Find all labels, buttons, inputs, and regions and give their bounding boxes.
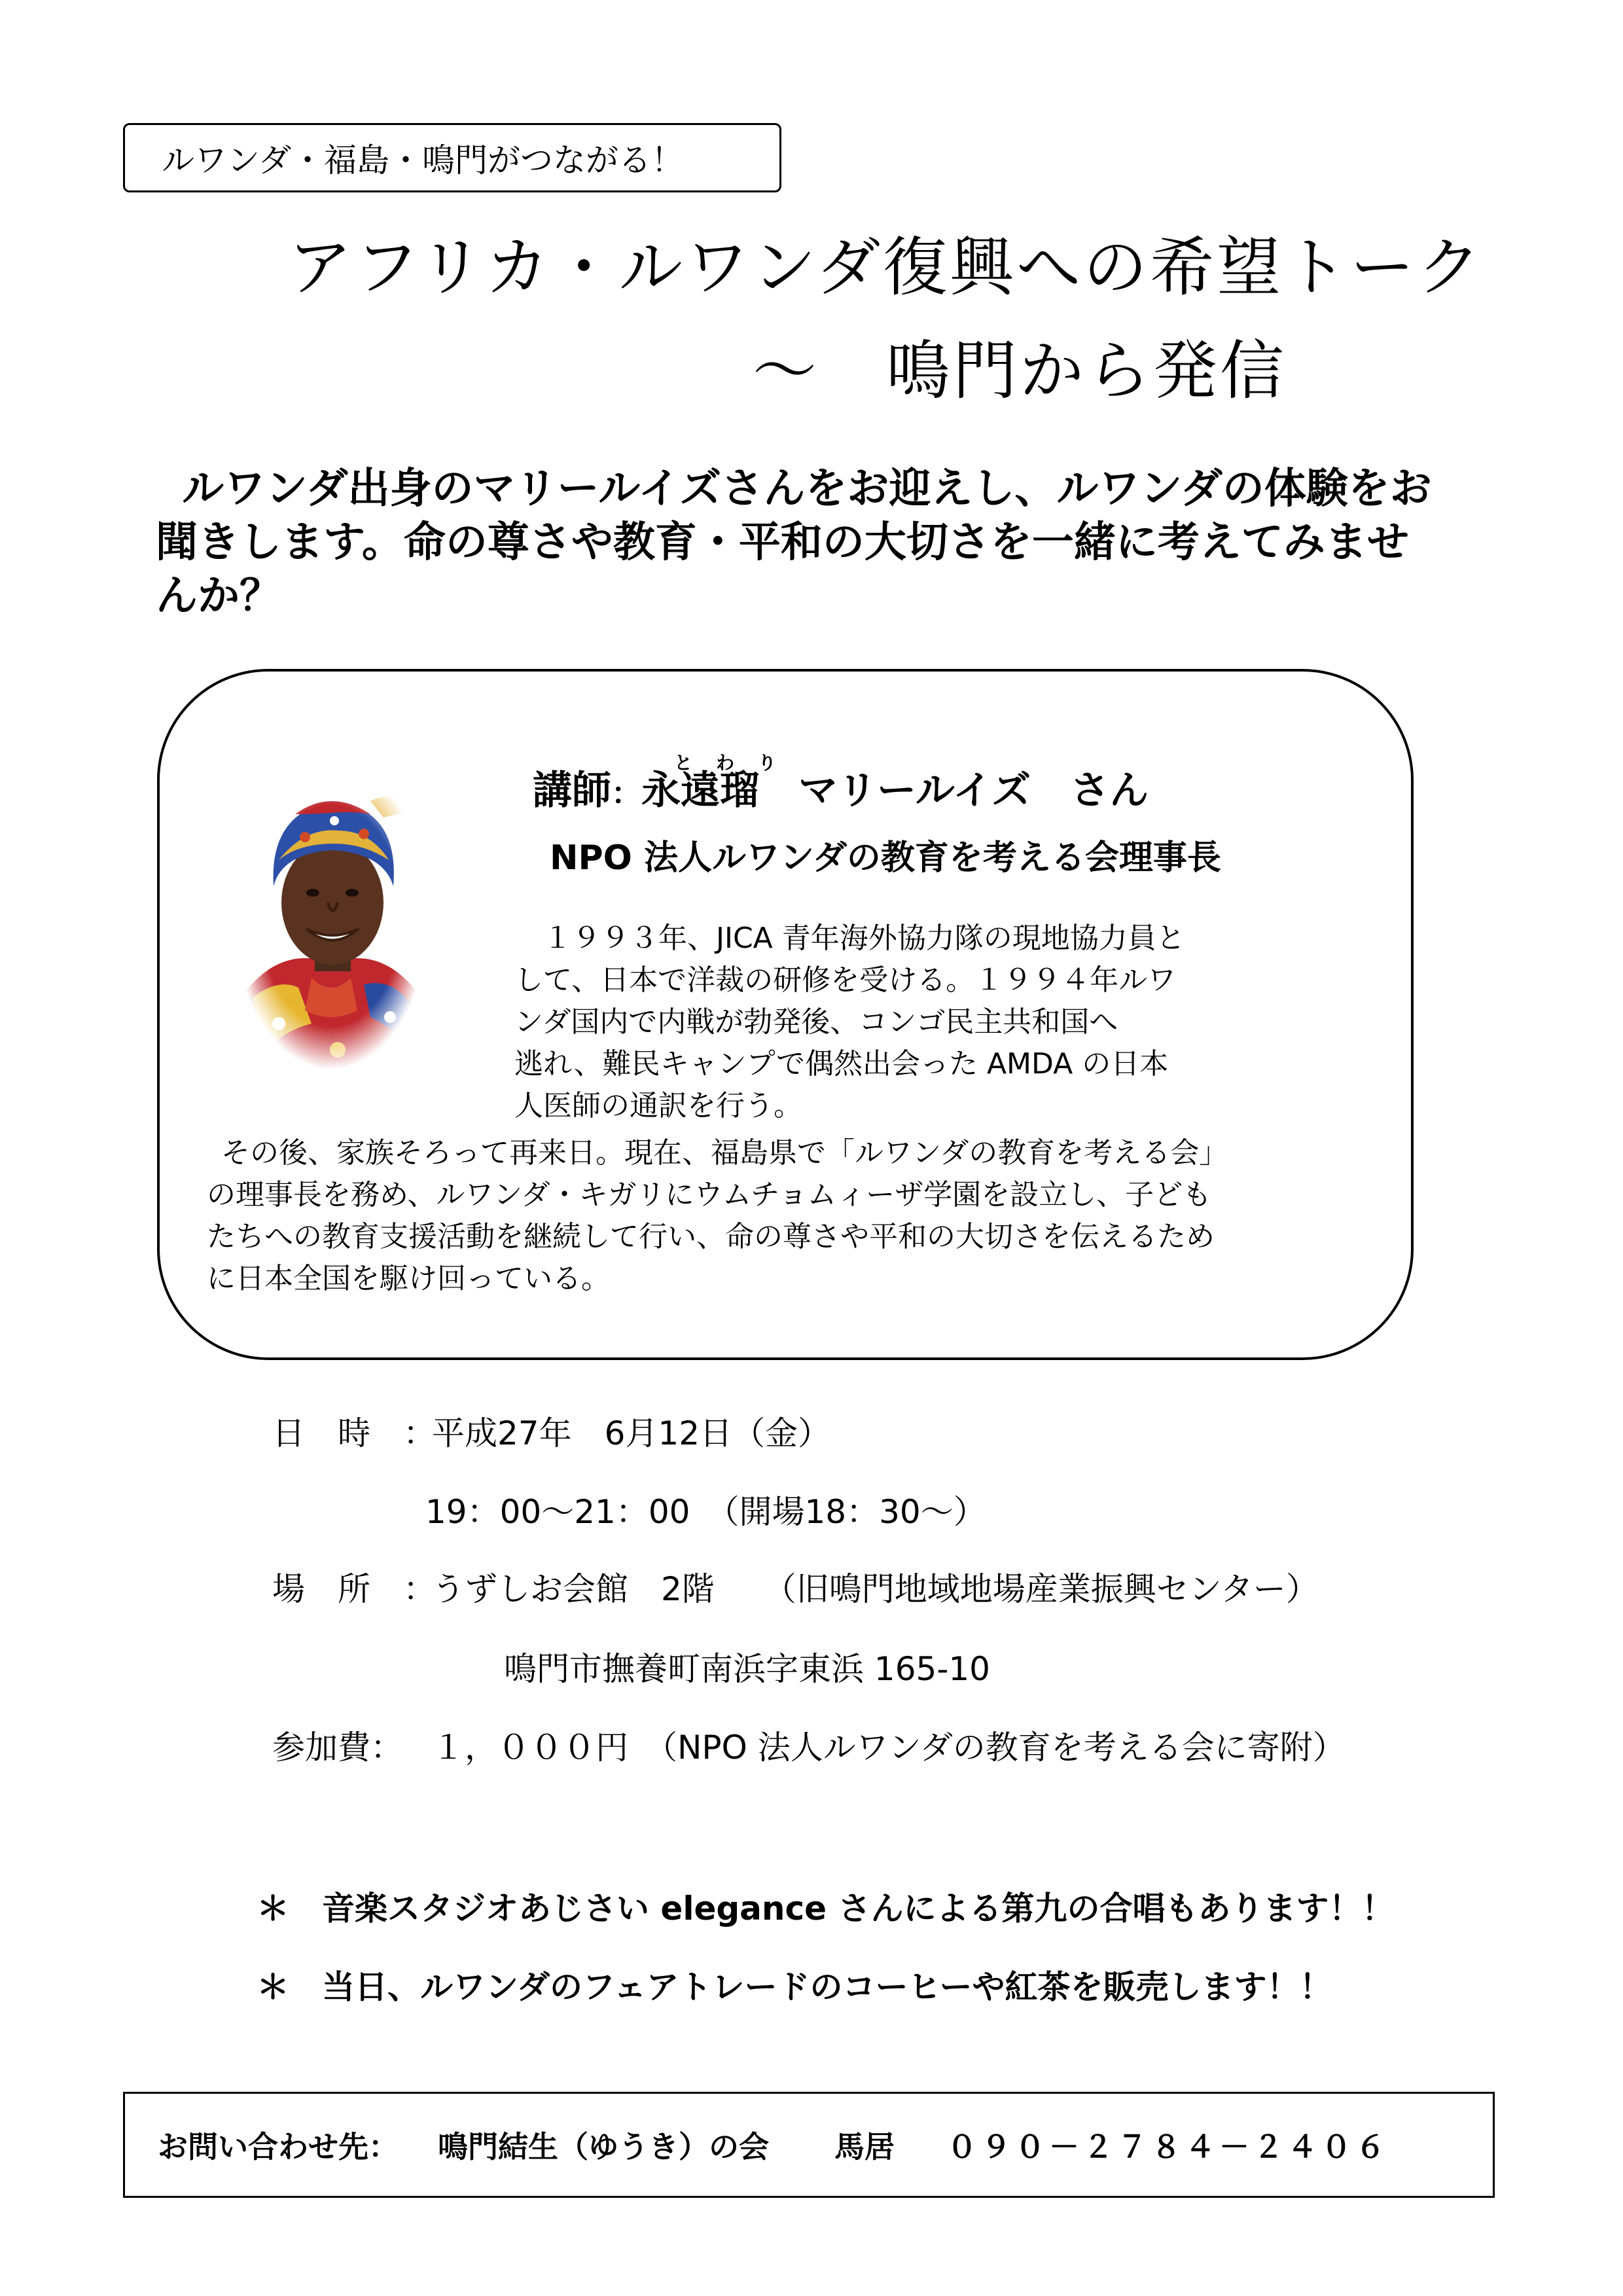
bio-line: の理事長を務め、ルワンダ・キガリにウムチョムィーザ学園を設立し、子ども	[207, 1178, 1212, 1211]
note-item: ＊ 音楽スタジオあじさい elegance さんによる第九の合唱もあります！！	[257, 1890, 1395, 1928]
bio-narrow	[514, 918, 1300, 1127]
lecturer-label: 講師	[533, 768, 611, 814]
fee-label: 参加費：	[272, 1729, 403, 1767]
intro-line-3: んか？	[156, 572, 281, 620]
bio-line: その後、家族そろって再来日。現在、福島県で「ルワンダの教育を考える会」	[221, 1136, 1228, 1170]
place-value: うずしお会館 2階 （旧鳴門地域地場産業振興センター）	[432, 1570, 1319, 1608]
intro-line-1: ルワンダ出身のマリールイズさんをお迎えし、ルワンダの体験をお	[182, 465, 1432, 513]
portrait-illustration	[233, 762, 429, 1069]
date-value: 平成27年 6月12日（金）	[432, 1414, 831, 1452]
bio-line: １９９３年、JICA 青年海外協力隊の現地協力員と	[514, 922, 1185, 955]
page-title: アフリカ・ルワンダ復興への希望トーク	[288, 230, 1484, 305]
date-label: 日 時 ：	[272, 1414, 436, 1452]
intro-paragraph	[156, 462, 1478, 623]
bio-wide	[207, 1132, 1411, 1300]
name-ruby: とわり	[674, 752, 800, 774]
bio-line: ンダ国内で内戦が勃発後、コンゴ民主共和国へ	[514, 1005, 1118, 1039]
bio-line: して、日本で洋裁の研修を受ける。１９９４年ルワ	[514, 963, 1177, 997]
contact-person: 馬居	[834, 2129, 895, 2164]
bio-line: 人医師の通訳を行う。	[514, 1089, 802, 1122]
intro-line-2: 聞きします。命の尊さや教育・平和の大切さを一緒に考えてみませ	[156, 518, 1409, 567]
bio-line: 逃れ、難民キャンプで偶然出会った AMDA の日本	[514, 1047, 1169, 1081]
fee-value: １，０００円 （NPO 法人ルワンダの教育を考える会に寄附）	[432, 1729, 1346, 1767]
lecturer-photo	[233, 762, 429, 1069]
contact-phone[interactable]: ０９０－２７８４－２４０６	[947, 2129, 1389, 2164]
bio-line: たちへの教育支援活動を継続して行い、命の尊さや平和の大切さを伝えるため	[207, 1220, 1215, 1253]
address: 鳴門市撫養町南浜字東浜 165-10	[504, 1650, 990, 1688]
contact-label: お問い合わせ先：	[158, 2129, 399, 2164]
contact-box	[123, 2092, 1495, 2198]
event-tag-box	[123, 123, 781, 192]
place-label: 場 所 ：	[272, 1570, 436, 1608]
page-subtitle: ～ 鳴門から発信	[753, 334, 1287, 408]
bio-line: に日本全国を駆け回っている。	[207, 1262, 610, 1295]
lecturer-title: NPO 法人ルワンダの教育を考える会理事長	[550, 838, 1221, 878]
lecturer-name: 永遠瑠 マリールイズ さん	[641, 768, 1149, 814]
lecturer-heading	[533, 759, 1149, 816]
event-tag: ルワンダ・福島・鳴門がつながる！	[162, 141, 684, 179]
lecturer-colon: ：	[611, 776, 641, 811]
contact-org: 鳴門結生（ゆうき）の会	[438, 2129, 769, 2164]
note-item: ＊ 当日、ルワンダのフェアトレードのコーヒーや紅茶を販売します！！	[257, 1968, 1332, 2006]
time-value: 19：00～21：00 （開場18：30～）	[425, 1493, 986, 1531]
